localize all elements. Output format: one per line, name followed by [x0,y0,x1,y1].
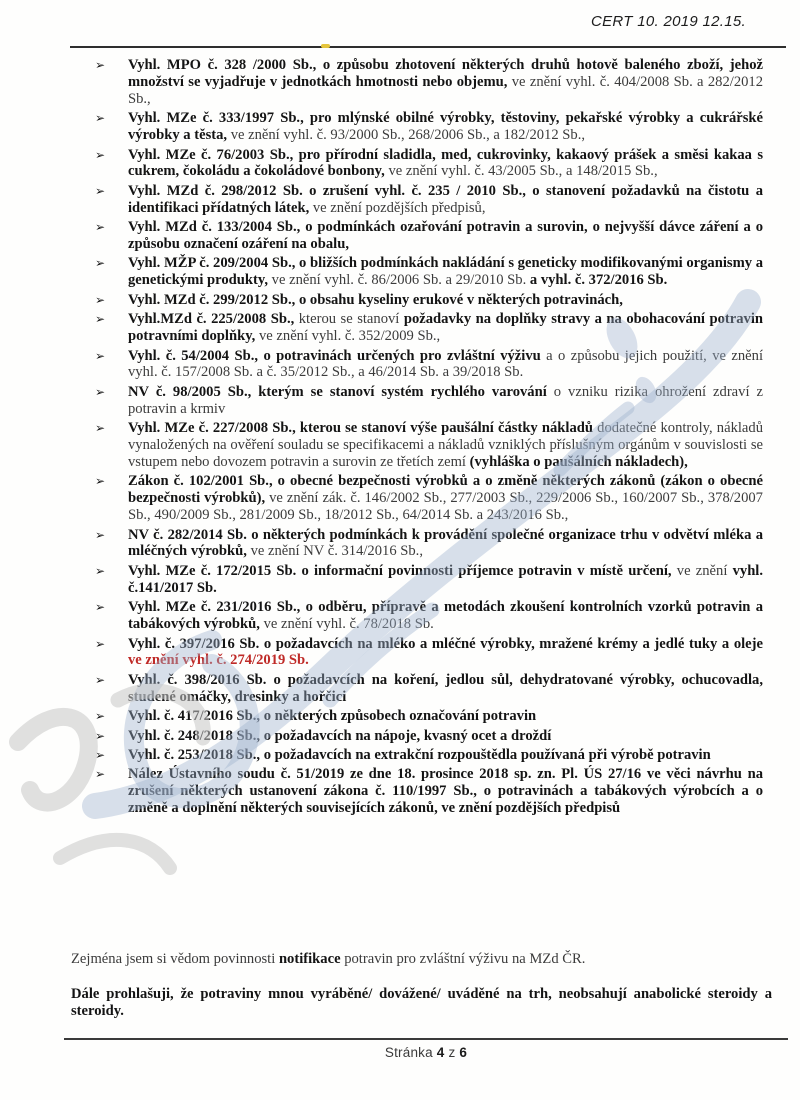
text-segment: (vyhláška o paušálních nákladech), [469,453,688,470]
arrow-bullet-icon: ➢ [95,348,106,363]
arrow-bullet-icon: ➢ [95,767,106,782]
item-text [128,766,763,817]
text-segment: Nález Ústavního soudu č. 51/2019 ze dne 18. prosince 2018 sp. zn. Pl. ÚS 27/16 ve věci návrhu na zrušení některých ustanovení zákona č. 110/1997 Sb., o potravinách a tabákových výrobcích a o změně a doplnění některých souvisejících zákonů, ve znění pozdějších předpisů [128,766,763,817]
text-segment: Vyhl. MZe č. 227/2008 Sb., kterou se stanoví výše paušální částky nákladů [128,420,598,437]
item-text [128,747,763,764]
list-item [95,348,763,382]
arrow-bullet-icon: ➢ [95,421,106,436]
text-segment: z [444,1045,460,1060]
closing-section [71,951,772,1021]
text-segment: Vyhl. č. 248/2018 Sb., o požadavcích na nápoje, kvasný ocet a droždí [128,727,552,744]
arrow-bullet-icon: ➢ [95,111,106,126]
list-item [95,563,763,597]
item-text [128,57,763,108]
item-text [128,311,763,345]
list-item [95,636,763,670]
text-segment: Vyhl. č. 253/2018 Sb., o požadavcích na extrakční rozpouštědla používaná při výrobě potravin [128,746,711,763]
list-item [95,183,763,217]
item-text [128,672,763,706]
list-item [95,311,763,345]
item-text [128,384,763,418]
list-item [95,219,763,253]
arrow-bullet-icon: ➢ [95,312,106,327]
arrow-bullet-icon: ➢ [95,58,106,72]
text-segment: a o způsobu jejich použití, ve znění vyhl. č. 157/2008 Sb. a č. 35/2012 Sb., a 46/2014 Sb. a 39/2018 Sb. [128,347,763,381]
highlight-speck [321,44,330,48]
item-text [128,147,763,181]
text-segment: ve znění vyhl. č. 43/2005 Sb., a 148/2015 Sb., [384,163,658,180]
arrow-bullet-icon: ➢ [95,256,106,271]
footer-divider [64,1038,788,1040]
item-text [128,473,763,524]
arrow-bullet-icon: ➢ [95,747,106,762]
notification-paragraph [71,951,772,968]
text-segment: ve znění vyhl. č. 78/2018 Sb. [263,616,434,633]
text-segment: dodatečné kontroly, nákladů vynaložených na ověření souladu se specifikacemi a nákladů vzniklých příslušným orgánům v souvislosti se vstupem nebo dovozem potravin a surovin ze třetích zemí [128,420,763,470]
text-segment: požadavky na doplňky stravy a na obohacování potravin potravními doplňky, [128,311,764,345]
text-segment: ve znění [676,562,733,579]
item-text [128,183,763,217]
text-segment: notifikace [278,951,341,967]
header-stamp: CERT 10. 2019 12.15. [591,13,746,30]
list-item [95,747,763,764]
text-segment: Vyhl. MZd č. 298/2012 Sb. o zrušení vyhl. č. 235 / 2010 Sb., o stanovení požadavků na čistotu a identifikaci přídatných látek, [128,182,763,216]
text-segment: ve znění NV č. 314/2016 Sb., [250,543,423,560]
text-segment: Vyhl. MZd č. 299/2012 Sb., o obsahu kyseliny erukové v některých potravinách, [128,291,623,308]
list-item [95,527,763,561]
regulation-list [95,57,763,820]
text-segment: a vyhl. č. 372/2016 Sb. [529,272,668,289]
list-item [95,672,763,706]
text-segment: vyhl. č.141/2017 Sb. [128,562,764,596]
item-text [128,420,763,471]
text-segment: Stránka [384,1045,437,1060]
list-item [95,292,763,309]
text-segment: ve znění zák. č. 146/2002 Sb., 277/2003 Sb., 229/2006 Sb., 160/2007 Sb., 378/2007 Sb., 490/2009 Sb., 281/2009 Sb., 18/2012 Sb., 64/2014 Sb. a 243/2016 Sb., [128,490,763,524]
list-item [95,147,763,181]
text-segment: ve znění pozdějších předpisů, [309,199,486,216]
list-item [95,599,763,633]
arrow-bullet-icon: ➢ [95,527,106,542]
text-segment: Vyhl. č. 397/2016 Sb. o požadavcích na mléko a mléčné výrobky, mražené krémy a jedlé tuky a oleje [128,635,763,652]
text-segment: ve znění vyhl. č. 404/2008 Sb. a 282/2012 Sb., [128,73,764,107]
text-segment: Vyhl. č. 54/2004 Sb., o potravinách určených pro zvláštní výživu [128,347,547,364]
item-text [128,255,763,289]
text-segment: kterou se stanoví [298,311,404,328]
text-segment: NV č. 282/2014 Sb. o některých podmínkách k provádění společné organizace trhu v odvětví mléka a mléčných výrobků, [128,526,763,560]
item-text [128,636,763,670]
text-segment: Vyhl. MPO č. 328 /2000 Sb., o způsobu zhotovení některých druhů hotově baleného zboží, jehož množství se vyjadřuje v jednotkách hmotnosti nebo objemu, [128,57,763,90]
list-item [95,57,763,108]
arrow-bullet-icon: ➢ [95,183,106,198]
arrow-bullet-icon: ➢ [95,563,106,578]
list-item [95,473,763,524]
text-segment: NV č. 98/2005 Sb., kterým se stanoví systém rychlého varování [128,383,554,400]
text-segment: Vyhl. č. 398/2016 Sb. o požadavcích na koření, jedlou sůl, dehydratované výrobky, ochucovadla, studené omáčky, dresinky a hořčici [128,671,763,705]
arrow-bullet-icon: ➢ [95,474,106,489]
text-segment: Vyhl. MZd č. 133/2004 Sb., o podmínkách ozařování potravin a surovin, o nejvyšší dávce záření a o způsobu označení ozáření na obalu, [128,219,763,253]
text-segment: Vyhl.MZd č. 225/2008 Sb., [128,311,299,328]
text-segment: Dále prohlašuji, že potraviny mnou vyráběné/ dovážené/ uváděné na trh, neobsahují anabolické steroidy a steroidy. [71,986,772,1020]
text-segment: Vyhl. MŽP č. 209/2004 Sb., o bližších podmínkách nakládání s geneticky modifikovanými organismy a genetickými produkty, [128,255,763,289]
text-segment: Zákon č. 102/2001 Sb., o obecné bezpečnosti výrobků a o změně některých zákonů (zákon o obecné bezpečnosti výrobků), [128,473,763,507]
text-segment: o vzniku rizika ohrožení zdraví z potravin a krmiv [128,383,763,417]
text-segment: ve znění vyhl. č. 86/2006 Sb. a 29/2010 Sb. [268,272,530,289]
text-segment: ve znění vyhl. č. 274/2019 Sb. [128,652,309,669]
text-segment: 4 [436,1045,445,1060]
arrow-bullet-icon: ➢ [95,636,106,651]
item-text [128,599,763,633]
item-text [128,219,763,253]
page-number-footer [64,1045,788,1060]
text-segment: 6 [459,1045,468,1060]
item-text [128,527,763,561]
list-item [95,728,763,745]
arrow-bullet-icon: ➢ [95,147,106,162]
list-item [95,708,763,725]
text-segment: potravin pro zvláštní výživu na MZd ČR. [340,951,586,967]
text-segment: ve znění vyhl. č. 352/2009 Sb., [255,328,441,345]
arrow-bullet-icon: ➢ [95,600,106,615]
top-divider [70,46,786,48]
arrow-bullet-icon: ➢ [95,220,106,235]
text-segment: Vyhl. MZe č. 76/2003 Sb., pro přírodní sladidla, med, cukrovinky, kakaový prášek a směsi kakaa s cukrem, čokoládu a čokoládové bonbony, [128,146,763,180]
item-text [128,563,763,597]
list-item [95,420,763,471]
item-text [128,728,763,745]
text-segment: Vyhl. MZe č. 231/2016 Sb., o odběru, přípravě a metodách zkoušení kontrolních vzorků potravin a tabákových výrobků, [128,599,763,633]
text-segment: Vyhl. MZe č. 172/2015 Sb. o informační povinnosti příjemce potravin v místě určení, [128,562,677,579]
list-item [95,255,763,289]
arrow-bullet-icon: ➢ [95,384,106,399]
text-segment: Vyhl. MZe č. 333/1997 Sb., pro mlýnské obilné výrobky, těstoviny, pekařské výrobky a cukrářské výrobky a těsta, [128,110,763,144]
item-text [128,708,763,725]
list-item [95,110,763,144]
arrow-bullet-icon: ➢ [95,292,106,307]
text-segment: Zejména jsem si vědom povinnosti [71,951,279,967]
list-item [95,766,763,817]
arrow-bullet-icon: ➢ [95,672,106,687]
text-segment: Vyhl. č. 417/2016 Sb., o některých způsobech označování potravin [128,708,537,725]
text-segment: ve znění vyhl. č. 93/2000 Sb., 268/2006 Sb., a 182/2012 Sb., [227,127,586,144]
arrow-bullet-icon: ➢ [95,728,106,743]
list-item [95,384,763,418]
item-text [128,292,763,309]
arrow-bullet-icon: ➢ [95,709,106,724]
item-text [128,110,763,144]
item-text [128,348,763,382]
declaration-paragraph [71,986,772,1020]
